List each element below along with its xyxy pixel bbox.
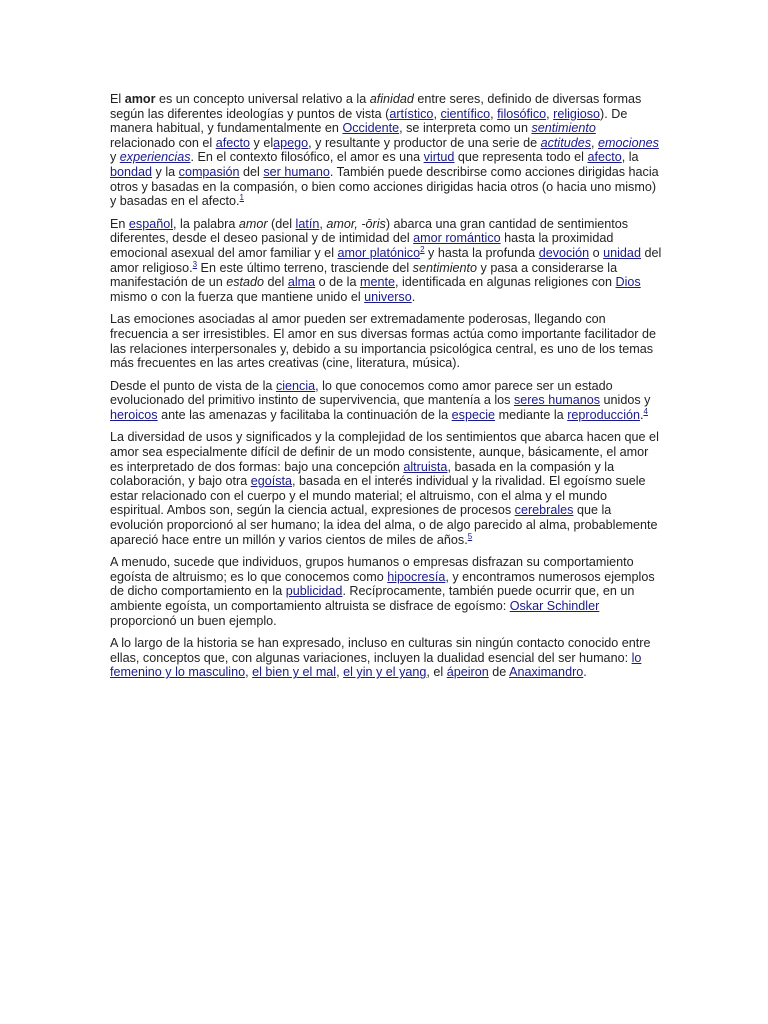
article-body	[110, 92, 662, 688]
text: En	[110, 216, 129, 231]
text: y hasta la profunda	[424, 245, 539, 260]
text: y la	[152, 164, 179, 179]
link-mente[interactable]: mente	[359, 275, 395, 290]
term-estado: estado	[226, 275, 265, 290]
footnote-ref-3[interactable]: 3	[192, 259, 198, 269]
link-ciencia[interactable]: ciencia	[275, 378, 316, 393]
text: relacionado con el	[110, 135, 216, 150]
link-virtud[interactable]: virtud	[423, 150, 455, 165]
text: A menudo, sucede que individuos, grupos humanos o empresas disfrazan su comportamiento egoísta de altruismo; es lo que conocemos como	[110, 555, 634, 584]
text: o	[589, 245, 604, 260]
link-yin-yang[interactable]: el yin y el yang	[343, 665, 427, 680]
link-emociones[interactable]: emociones	[598, 135, 659, 150]
text: ante las amenazas y facilitaba la continuación de la	[157, 407, 452, 422]
text: y pasa a considerarse la manifestación de un	[110, 260, 618, 290]
text: , y resultante y productor de una serie de	[308, 135, 541, 150]
link-heroicos[interactable]: heroicos	[110, 407, 158, 422]
text: . Recíprocamente, también puede ocurrir que, en un ambiente egoísta, un comportamiento altruista se disfrace de egoísmo:	[110, 584, 635, 613]
paragraph-5	[110, 430, 662, 547]
footnote-ref-4[interactable]: 4	[643, 406, 648, 416]
link-femenino-masculino[interactable]: lo femenino y lo masculino	[110, 650, 642, 680]
text: .	[411, 289, 416, 304]
link-afecto[interactable]: afecto	[215, 135, 251, 150]
link-unidad[interactable]: unidad	[603, 245, 641, 260]
text: que la evolución proporcionó al ser humano; la idea del alma, o de algo parecido al alma, probablemente apareció hace entre un millón y varios cientos de miles de años.	[110, 503, 658, 547]
link-actitudes[interactable]: actitudes	[540, 135, 591, 150]
term-amor: amor	[238, 216, 268, 231]
footnote-ref-2[interactable]: 2	[420, 244, 425, 254]
text: , basada en el interés individual y la rivalidad. El egoísmo suele estar relacionado con el cuerpo y el mundo material; el altruismo, con el alma y el mundo espiritual. Ambos son, según la ciencia actual, expresiones de procesos	[110, 474, 646, 518]
text: ,	[490, 106, 498, 121]
link-sentimiento[interactable]: sentimiento	[531, 121, 596, 136]
text: ). De manera habitual, y fundamentalmente en	[110, 106, 628, 136]
text: , el	[426, 665, 447, 680]
text: . También puede describirse como acciones dirigidas hacia otros y basadas en la compasión, o bien como acciones dirigidas hacia otros (o hacia uno mismo) y basadas en el afecto.	[110, 164, 659, 209]
text: ,	[546, 106, 554, 121]
text: o de la	[315, 275, 360, 290]
text: , se interpreta como un	[399, 121, 532, 136]
link-ser-humano[interactable]: ser humano	[263, 164, 330, 179]
link-religioso[interactable]: religioso	[553, 106, 601, 121]
link-dios[interactable]: Dios	[615, 275, 641, 290]
link-cerebrales[interactable]: cerebrales	[514, 503, 574, 518]
text: del amor religioso.	[110, 245, 662, 275]
text: hasta la proximidad emocional asexual del amor familiar y el	[110, 231, 614, 260]
text: y	[110, 150, 120, 165]
text: ,	[591, 135, 598, 150]
link-especie[interactable]: especie	[451, 407, 496, 422]
term-afinidad: afinidad	[369, 92, 414, 106]
footnote-ref-5[interactable]: 5	[467, 531, 473, 541]
link-reproduccion[interactable]: reproducción	[567, 407, 640, 422]
text: Las emociones asociadas al amor pueden ser extremadamente poderosas, llegando con frecuencia a ser irresistibles. El amor en sus diversas formas actúa como importante facilitador de las relaciones interpersonales y, debido a su importancia psicológica central, es uno de los temas más frecuentes en las artes creativas (cine, literatura, música).	[110, 312, 656, 371]
paragraph-4	[110, 379, 662, 423]
link-oskar-schindler[interactable]: Oskar Schindler	[509, 599, 600, 613]
text: ) abarca una gran cantidad de sentimientos diferentes, desde el deseo pasional y de intimidad del	[110, 216, 629, 246]
text: . En el contexto filosófico, el amor es una	[190, 150, 424, 165]
text: unidos y	[600, 393, 651, 408]
text: proporcionó un buen ejemplo.	[110, 613, 277, 628]
link-espanol[interactable]: español	[128, 216, 174, 231]
text: entre seres, definido de diversas formas según las diferentes ideologías y puntos de vista (	[110, 92, 642, 121]
link-apego[interactable]: apego	[273, 135, 309, 150]
text: , identificada en algunas religiones con	[394, 275, 616, 290]
term-amor: amor	[124, 92, 156, 106]
text: , basada en la compasión y la colaboración, y bajo otra	[110, 459, 615, 489]
link-compasion[interactable]: compasión	[178, 164, 240, 179]
link-artistico[interactable]: artístico	[389, 106, 434, 121]
link-occidente[interactable]: Occidente	[342, 121, 400, 136]
text: ,	[336, 665, 344, 680]
text: mediante la	[495, 407, 568, 422]
text: En este último terreno, trasciende del	[197, 260, 413, 275]
text: .	[640, 407, 644, 422]
paragraph-1	[110, 92, 662, 209]
link-publicidad[interactable]: publicidad	[285, 584, 343, 599]
link-seres-humanos[interactable]: seres humanos	[513, 393, 601, 408]
term-sentimiento: sentimiento	[412, 260, 478, 275]
text: ,	[245, 665, 253, 680]
text: mismo o con la fuerza que mantiene unido el	[110, 289, 365, 304]
paragraph-3	[110, 312, 662, 370]
text: (del	[267, 216, 296, 231]
link-devocion[interactable]: devoción	[538, 245, 590, 260]
link-anaximandro[interactable]: Anaximandro	[509, 665, 584, 680]
link-egoista[interactable]: egoísta	[250, 474, 293, 489]
link-amor-platonico[interactable]: amor platónico	[337, 245, 421, 260]
link-apeiron[interactable]: ápeiron	[446, 665, 489, 680]
link-bien-mal[interactable]: el bien y el mal	[252, 665, 337, 680]
text: .	[583, 665, 587, 680]
text: , la palabra	[173, 216, 239, 231]
paragraph-6	[110, 555, 662, 628]
link-experiencias[interactable]: experiencias	[119, 150, 191, 165]
link-universo[interactable]: universo	[364, 289, 412, 304]
link-alma[interactable]: alma	[287, 275, 316, 290]
footnote-ref-1[interactable]: 1	[239, 193, 244, 203]
paragraph-2	[110, 217, 662, 305]
link-hipocresia[interactable]: hipocresía	[387, 569, 446, 584]
text: ,	[433, 106, 441, 121]
text: del	[239, 164, 264, 179]
term-amor-oris: amor, -ōris	[326, 216, 386, 231]
text: ,	[319, 216, 327, 231]
text: Desde el punto de vista de la	[110, 378, 276, 393]
text: que representa todo el	[454, 150, 588, 165]
text: La diversidad de usos y significados y la complejidad de los sentimientos que abarca hacen que el amor sea especialmente difícil de definir de un modo consistente, aunque, básicamente, el amor es interpretado de dos formas: bajo una concepción	[110, 430, 659, 474]
text: El	[110, 92, 125, 106]
text: de	[488, 665, 510, 680]
link-bondad[interactable]: bondad	[110, 164, 153, 179]
link-amor-romantico[interactable]: amor romántico	[413, 231, 501, 246]
text: A lo largo de la historia se han expresado, incluso en culturas sin ningún contacto conocido entre ellas, conceptos que, con algunas variaciones, incluyen la dualidad esencial del ser humano:	[110, 636, 651, 665]
paragraph-7	[110, 636, 662, 680]
link-filosofico[interactable]: filosófico	[497, 106, 547, 121]
link-altruista[interactable]: altruista	[403, 459, 448, 474]
link-cientifico[interactable]: científico	[440, 106, 491, 121]
text: , lo que conocemos como amor parece ser un estado evolucionado del primitivo instinto de supervivencia, que mantenía a los	[110, 378, 613, 408]
link-afecto-2[interactable]: afecto	[587, 150, 622, 165]
text: y el	[250, 135, 274, 150]
link-latin[interactable]: latín	[295, 216, 320, 231]
text: del	[264, 275, 288, 290]
text: , la	[621, 150, 639, 165]
text: , y encontramos numerosos ejemplos de dicho comportamiento en la	[110, 569, 655, 599]
text: es un concepto universal relativo a la	[155, 92, 370, 106]
